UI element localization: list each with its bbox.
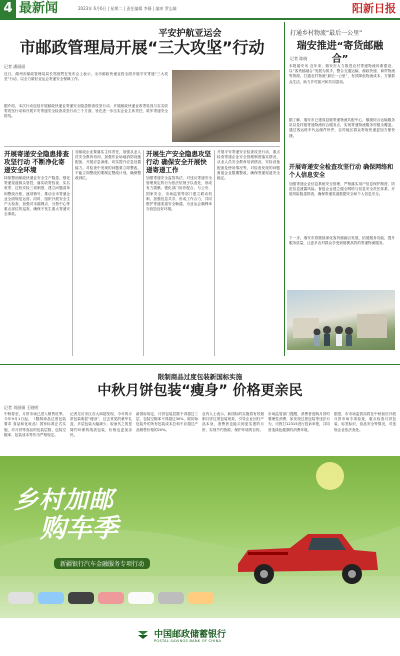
masthead-bar	[0, 0, 400, 20]
bank-name: 中国邮政储蓄银行	[154, 630, 227, 640]
subhead-production-safety: 开展生产安全隐患攻坚行动 确保安全开展快递寄递工作	[146, 150, 211, 174]
divider	[143, 150, 144, 356]
divider	[4, 146, 280, 147]
right-photo	[287, 290, 395, 350]
bottom-column-4: 业内人士表示，新国标的实施将有效遏制月饼过度包装现象，引导企业回归产品本身，消费者也能买到更实惠的月饼，实现节约资源、保护环境的目的。	[202, 412, 264, 432]
lead-byline: 记者 潘丽丽	[4, 64, 26, 69]
lead-column-1: 持续整治邮政快递业安全生产隐患，强化寄递渠道源头管控，落实收寄验视、实名收寄、过机安检三项制度，建立问题清单和整改台账，逐项销号，推动全市寄递企业全面规范运营。同时，组织开展安全生产大检查，加强对末端网点、分拨中心等重点部位的巡查，确保不发生重大寄递安全事故。	[4, 176, 70, 217]
bottom-column-3: 新国标规定，月饼包装层数不得超过三层，包装空隙率不得超过30%，除初始包装外的所有包装成本总和不应超过产品销售价格的20%。	[136, 412, 198, 432]
subhead-hazard-check: 开展寄递安全隐患排查攻坚行动 不断净化寄递安全环境	[4, 150, 69, 174]
page-number: 4	[0, 0, 16, 18]
right-paragraph-4: 下一步，瑞安市将继续深化客货邮融合发展，拓展服务功能，提升服务质量，让更多农村群众享受到便捷高效的寄递物流服务。	[289, 236, 395, 246]
newspaper-logo: 阳新日报	[352, 2, 396, 15]
lead-column-2: 各邮政企业要落实主体责任，加强从业人员安全教育培训，加强作业场地消防设施配备，开展应急演练，切实提升应急处置能力。对检查中发现的问题要立即整改，不能立即整改的要制定整改计划，确保整改到位。	[75, 150, 141, 181]
lead-column-3: 加强寄递安全监管执法，对违反寄递安全管理规定的行为依法依规予以查处，形成有力震慑。强化部门协作配合，与公安、国家安全、市场监管等部门建立联动机制，加强信息共享，形成工作合力，共同维护寄递渠道安全畅通，为亚运会顺利举办营造良好环境。	[146, 176, 212, 212]
divider	[72, 150, 73, 356]
bottom-column-2: 记者走访市区各大商超发现，今年的月饼包装明显“瘦身”，过去常见的豪华礼盒、多层包装大幅减少，取而代之的是简约环保的纸质包装，价格也更加亲民。	[70, 412, 132, 437]
right-byline: 记者 陈晓	[290, 56, 308, 61]
right-paragraph-2: 据了解，瑞安市已建成县级寄递物流共配中心，镇级综合运输服务站以及村级寄递物流综合服务点，实现寄递物流服务村级全覆盖。通过客运班车代运邮件快件，农村地区群众寄取快递更加方便快捷。	[289, 118, 395, 138]
lead-photo	[172, 70, 280, 142]
lead-column-4: 开展平安寄递安全检查攻坚行动，重点检查寄递企业安全管理制度落实情况、从业人员安全教育培训情况、安检设备配备及使用情况等，对检查发现的问题督促企业限期整改，确保寄递渠道安全稳定。	[217, 150, 280, 181]
right-subhead: 开展寄递安全检查攻坚行动 确保网络和个人信息安全	[289, 164, 394, 179]
lead-kicker: 平安护航亚运会	[158, 29, 222, 39]
right-kicker: 打通乡村物流“最后一公里”	[290, 30, 363, 37]
section-divider	[0, 364, 400, 365]
issue-meta: 2023年 6月6日 | 星期二 | 责任编辑 李静 | 编审 罗志雄	[78, 6, 177, 11]
bottom-column-6: 据悉，市市场监管局将在中秋前后开展月饼市场专项检查，重点检查月饼包装、标签标识、食品安全等情况，对违规企业依法查处。	[334, 412, 396, 432]
bottom-headline: 中秋月饼包装“瘦身” 价格更亲民	[97, 383, 303, 399]
section-title: 最新闻	[19, 1, 59, 16]
ad-title-line-2: 购车季	[40, 514, 119, 544]
bottom-kicker: 限制商品过度包装新国标实施	[157, 373, 243, 381]
lead-paragraph-2: 据介绍，本次行动包括开展邮政快递业寄递安全隐患排查攻坚行动、开展邮政快递业收寄验视与实名收寄攻坚行动和开展平安寄递安全检查攻坚行动三个方面，旨在进一步压实企业主体责任，筑牢寄递安全防线。	[4, 104, 168, 119]
bank-logo-icon	[136, 628, 150, 642]
bottom-byline: 记者 刘丽娟 王晓明	[4, 405, 39, 410]
divider	[214, 150, 215, 356]
bottom-column-5: 市场监管部门提醒，消费者选购月饼时要理性消费，如发现过度包装等违法行为，可拨打12315进行投诉举报，共同营造绿色健康的消费环境。	[268, 412, 330, 432]
right-paragraph-1: 本报瑞安讯 近年来，瑞安市大力推进农村寄递物流体系建设，以“客货邮融合”发展为抓手，整合交通运输、邮政快递、商贸物流等资源，打通农村物流“最后一公里”，有效降低物流成本，方便群众生活，助力乡村振兴和共同富裕。	[289, 64, 395, 84]
lead-paragraph-1: 近日，湖州市邮政管理局局长郑庭赞在发布会上表示，全市邮政快递业将全面开展平安寄递“三大攻坚”行动，以全力做好亚运会寄递安全保障工作。	[4, 72, 168, 82]
pickup-truck-image	[230, 520, 380, 590]
ad-title-line-1: 乡村加邮	[14, 486, 114, 514]
car-lineup-image	[6, 584, 226, 610]
bottom-column-1: 中秋将至，月饼市场已进入销售旺季。今年9月1日起，《限制商品过度包装要求 食品和化妆品》国家标准正式实施，对月饼等食品的包装层数、包装空隙率、包装成本等作出严格规定。	[4, 412, 66, 437]
right-headline: 瑞安推进“寄货邮融合”	[296, 41, 384, 65]
column-divider	[284, 22, 285, 356]
bank-name-english: POSTAL SAVINGS BANK OF CHINA	[154, 639, 222, 643]
lead-headline: 市邮政管理局开展“三大攻坚”行动	[19, 38, 265, 57]
right-paragraph-3: 加强寄递企业信息系统安全管理，严格落实用户信息保护制度，防范信息泄露风险。督促企业建立健全网络与信息安全责任体系，开展风险隐患排查，确保寄递渠道数据安全和个人信息安全。	[289, 182, 395, 197]
ad-subtitle: 新疆银行汽车金融服务专项行动	[54, 558, 150, 569]
